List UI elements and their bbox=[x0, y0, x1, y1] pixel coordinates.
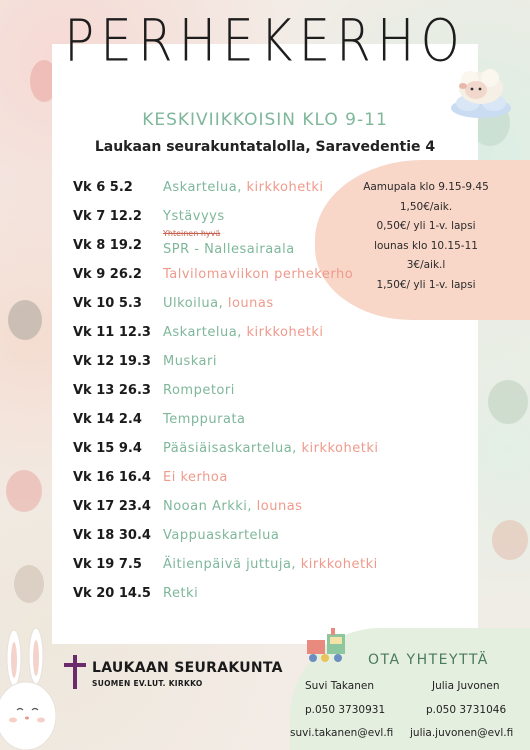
struck-activity: Yhteinen hyvä bbox=[163, 229, 221, 238]
activity-label: Talvilomaviikon perhekerho bbox=[163, 267, 354, 282]
venue-address: Laukaan seurakuntatalolla, Saravedentie 4 bbox=[94, 139, 436, 155]
contact-email[interactable]: suvi.takanen@evl.fi bbox=[290, 727, 394, 739]
meal-line: 1,50€/aik. bbox=[399, 200, 453, 213]
activity-label: Retki bbox=[163, 586, 199, 601]
week-label: Vk 18 30.4 bbox=[73, 528, 151, 543]
activity-label: Nooan Arkki, lounas bbox=[163, 499, 303, 514]
decor-blob bbox=[492, 520, 528, 560]
meal-line: Aamupala klo 9.15-9.45 bbox=[363, 181, 489, 193]
activity-label: SPR - Nallesairaala bbox=[163, 242, 295, 257]
contact-phone: p.050 3731046 bbox=[426, 704, 507, 716]
meal-line: lounas klo 10.15-11 bbox=[374, 239, 478, 252]
activity-label: Askartelua, kirkkohetki bbox=[163, 180, 324, 195]
decor-blob bbox=[488, 380, 528, 424]
week-label: Vk 17 23.4 bbox=[73, 499, 151, 514]
organization-name: LAUKAAN SEURAKUNTA bbox=[92, 660, 283, 676]
meal-line: 1,50€/ yli 1-v. lapsi bbox=[376, 278, 476, 291]
activity-label: Ystävyys bbox=[163, 209, 225, 224]
week-label: Vk 19 7.5 bbox=[73, 557, 142, 572]
week-label: Vk 10 5.3 bbox=[73, 296, 142, 311]
week-label: Vk 14 2.4 bbox=[73, 412, 142, 427]
decor-blob bbox=[14, 565, 44, 603]
contact-email[interactable]: julia.juvonen@evl.fi bbox=[410, 727, 514, 739]
meal-line: 3€/aik.l bbox=[406, 259, 446, 272]
activity-label: Muskari bbox=[163, 354, 217, 369]
activity-label: Rompetori bbox=[163, 383, 235, 398]
week-label: Vk 12 19.3 bbox=[73, 354, 151, 369]
week-label: Vk 16 16.4 bbox=[73, 470, 151, 485]
week-label: Vk 6 5.2 bbox=[73, 180, 133, 195]
week-label: Vk 9 26.2 bbox=[73, 267, 142, 282]
activity-label: Ulkoilua, lounas bbox=[163, 296, 274, 311]
week-label: Vk 7 12.2 bbox=[73, 209, 142, 224]
contact-title: OTA YHTEYTTÄ bbox=[368, 652, 489, 668]
contact-name: Julia Juvonen bbox=[432, 680, 500, 692]
schedule-card bbox=[52, 44, 478, 644]
page-title: PERHEKERHO bbox=[64, 7, 466, 75]
contact-phone: p.050 3730931 bbox=[305, 704, 386, 716]
toy-train-icon bbox=[305, 628, 353, 664]
activity-label: Ei kerhoa bbox=[163, 470, 228, 485]
activity-label: Askartelua, kirkkohetki bbox=[163, 325, 324, 340]
activity-label: Äitienpäivä juttuja, kirkkohetki bbox=[163, 557, 378, 572]
week-label: Vk 15 9.4 bbox=[73, 441, 142, 456]
contact-name: Suvi Takanen bbox=[305, 680, 374, 692]
activity-label: Pääsiäisaskartelua, kirkkohetki bbox=[163, 441, 379, 456]
week-label: Vk 13 26.3 bbox=[73, 383, 151, 398]
activity-label: Vappuaskartelua bbox=[163, 528, 280, 543]
bunny-illustration bbox=[0, 628, 56, 750]
decor-blob bbox=[6, 470, 42, 512]
activity-label: Temppurata bbox=[163, 412, 246, 427]
organization-subtitle: SUOMEN EV.LUT. KIRKKO bbox=[92, 679, 203, 688]
meal-line: 0,50€/ yli 1-v. lapsi bbox=[376, 220, 476, 233]
week-label: Vk 8 19.2 bbox=[73, 238, 142, 253]
decor-blob bbox=[8, 300, 42, 340]
week-label: Vk 20 14.5 bbox=[73, 586, 151, 601]
church-cross-icon bbox=[64, 655, 86, 689]
schedule-subtitle: KESKIVIIKKOISIN KLO 9-11 bbox=[142, 110, 388, 130]
week-label: Vk 11 12.3 bbox=[73, 325, 151, 340]
meal-info bbox=[336, 178, 516, 296]
